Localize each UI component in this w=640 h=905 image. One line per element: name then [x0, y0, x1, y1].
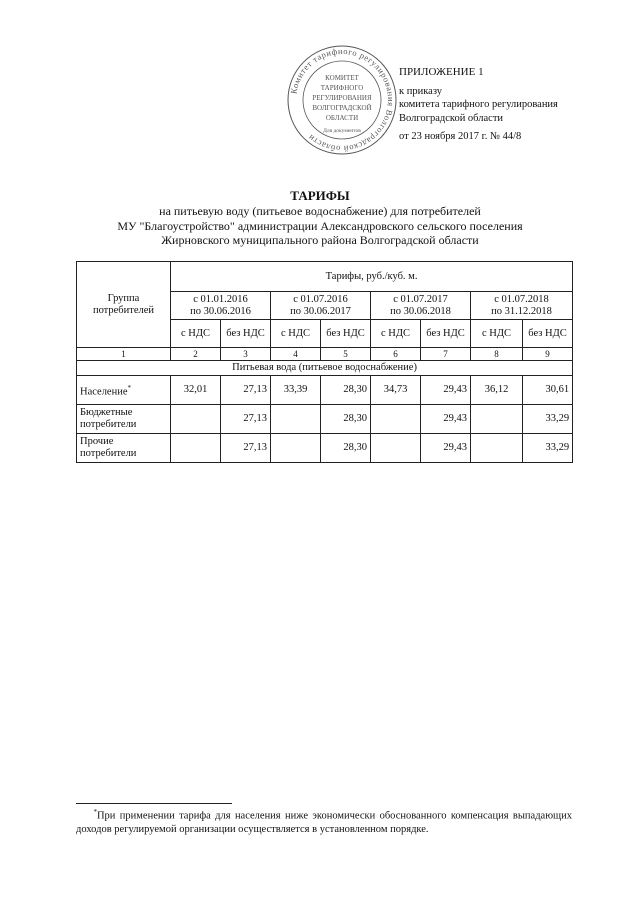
appendix-line: комитета тарифного регулирования: [399, 99, 558, 110]
column-number: 4: [271, 348, 321, 361]
table-row: [77, 405, 573, 434]
seal-bottom-text: Для документов: [323, 128, 361, 134]
seal-line: РЕГУЛИРОВАНИЯ: [312, 94, 372, 102]
tariff-cell: [171, 405, 221, 434]
period-header: с 01.07.2017 по 30.06.2018: [371, 292, 471, 320]
tariff-cell: 29,43: [421, 376, 471, 405]
tariff-cell: 28,30: [321, 376, 371, 405]
tariff-cell: 28,30: [321, 405, 371, 434]
tariff-cell: 27,13: [221, 376, 271, 405]
tariff-cell: [171, 434, 221, 463]
tariff-cell: 30,61: [523, 376, 573, 405]
vat-header: с НДС: [471, 320, 523, 348]
no-vat-header: без НДС: [221, 320, 271, 348]
footnote-divider: [76, 803, 232, 804]
footnote-mark: *: [93, 808, 97, 816]
table-row: [77, 434, 573, 463]
tariff-cell: [371, 434, 421, 463]
official-seal-stamp: [286, 44, 398, 156]
seal-line: ТАРИФНОГО: [320, 84, 364, 92]
tariff-cell: 34,73: [371, 376, 421, 405]
appendix-title: ПРИЛОЖЕНИЕ 1: [399, 66, 484, 78]
tariffs-table: [76, 261, 573, 463]
heading-line: МУ "Благоустройство" администрации Александровского сельского поселения: [117, 218, 523, 233]
no-vat-header: без НДС: [523, 320, 573, 348]
tariff-cell: 36,12: [471, 376, 523, 405]
group-header: Группа потребителей: [77, 262, 171, 348]
document-heading: [60, 188, 580, 248]
appendix-header: [399, 66, 558, 144]
tariffs-header: Тарифы, руб./куб. м.: [171, 262, 573, 292]
tariff-cell: [271, 434, 321, 463]
tariff-cell: 27,13: [221, 405, 271, 434]
vat-header: с НДС: [171, 320, 221, 348]
tariff-cell: [371, 405, 421, 434]
appendix-date: от 23 ноября 2017 г. № 44/8: [399, 131, 522, 142]
tariff-cell: [471, 405, 523, 434]
column-number: 9: [523, 348, 573, 361]
tariff-cell: 27,13: [221, 434, 271, 463]
tariff-cell: 29,43: [421, 405, 471, 434]
tariff-cell: 33,39: [271, 376, 321, 405]
tariff-cell: 29,43: [421, 434, 471, 463]
tariff-cell: [471, 434, 523, 463]
document-title: ТАРИФЫ: [290, 188, 350, 203]
footnote-mark: *: [127, 383, 131, 392]
no-vat-header: без НДС: [421, 320, 471, 348]
heading-line: на питьевую воду (питьевое водоснабжение) для потребителей: [159, 204, 481, 218]
column-number: 3: [221, 348, 271, 361]
period-header: с 01.01.2016 по 30.06.2016: [171, 292, 271, 320]
footnote: [76, 806, 572, 836]
column-number: 5: [321, 348, 371, 361]
heading-line: Жирновского муниципального района Волгоградской области: [161, 233, 479, 247]
column-number: 1: [77, 348, 171, 361]
vat-header: с НДС: [271, 320, 321, 348]
appendix-line: Волгоградской области: [399, 112, 504, 124]
column-number: 6: [371, 348, 421, 361]
tariff-cell: 28,30: [321, 434, 371, 463]
row-name: Население*: [77, 376, 171, 405]
period-header: с 01.07.2016 по 30.06.2017: [271, 292, 371, 320]
table-row: [77, 376, 573, 405]
footnote-text: При применении тарифа для населения ниже экономически обоснованного компенсация выпадающих доходов регулируемой организации осуществляется в установленном порядке.: [76, 810, 572, 835]
tariff-cell: 32,01: [171, 376, 221, 405]
column-number: 8: [471, 348, 523, 361]
period-header: с 01.07.2018 по 31.12.2018: [471, 292, 573, 320]
seal-outer-text: Комитет тарифного регулирования Волгоградской области: [288, 45, 397, 155]
row-name: Бюджетные потребители: [77, 405, 171, 434]
tariff-cell: 33,29: [523, 434, 573, 463]
section-title: Питьевая вода (питьевое водоснабжение): [77, 361, 573, 376]
appendix-line: к приказу: [399, 85, 442, 97]
seal-line: ОБЛАСТИ: [325, 114, 359, 122]
vat-header: с НДС: [371, 320, 421, 348]
tariff-cell: [271, 405, 321, 434]
row-name: Прочие потребители: [77, 434, 171, 463]
seal-line: ВОЛГОГРАДСКОЙ: [312, 104, 372, 112]
seal-line: КОМИТЕТ: [325, 74, 359, 82]
tariff-cell: 33,29: [523, 405, 573, 434]
no-vat-header: без НДС: [321, 320, 371, 348]
column-number: 7: [421, 348, 471, 361]
column-number: 2: [171, 348, 221, 361]
